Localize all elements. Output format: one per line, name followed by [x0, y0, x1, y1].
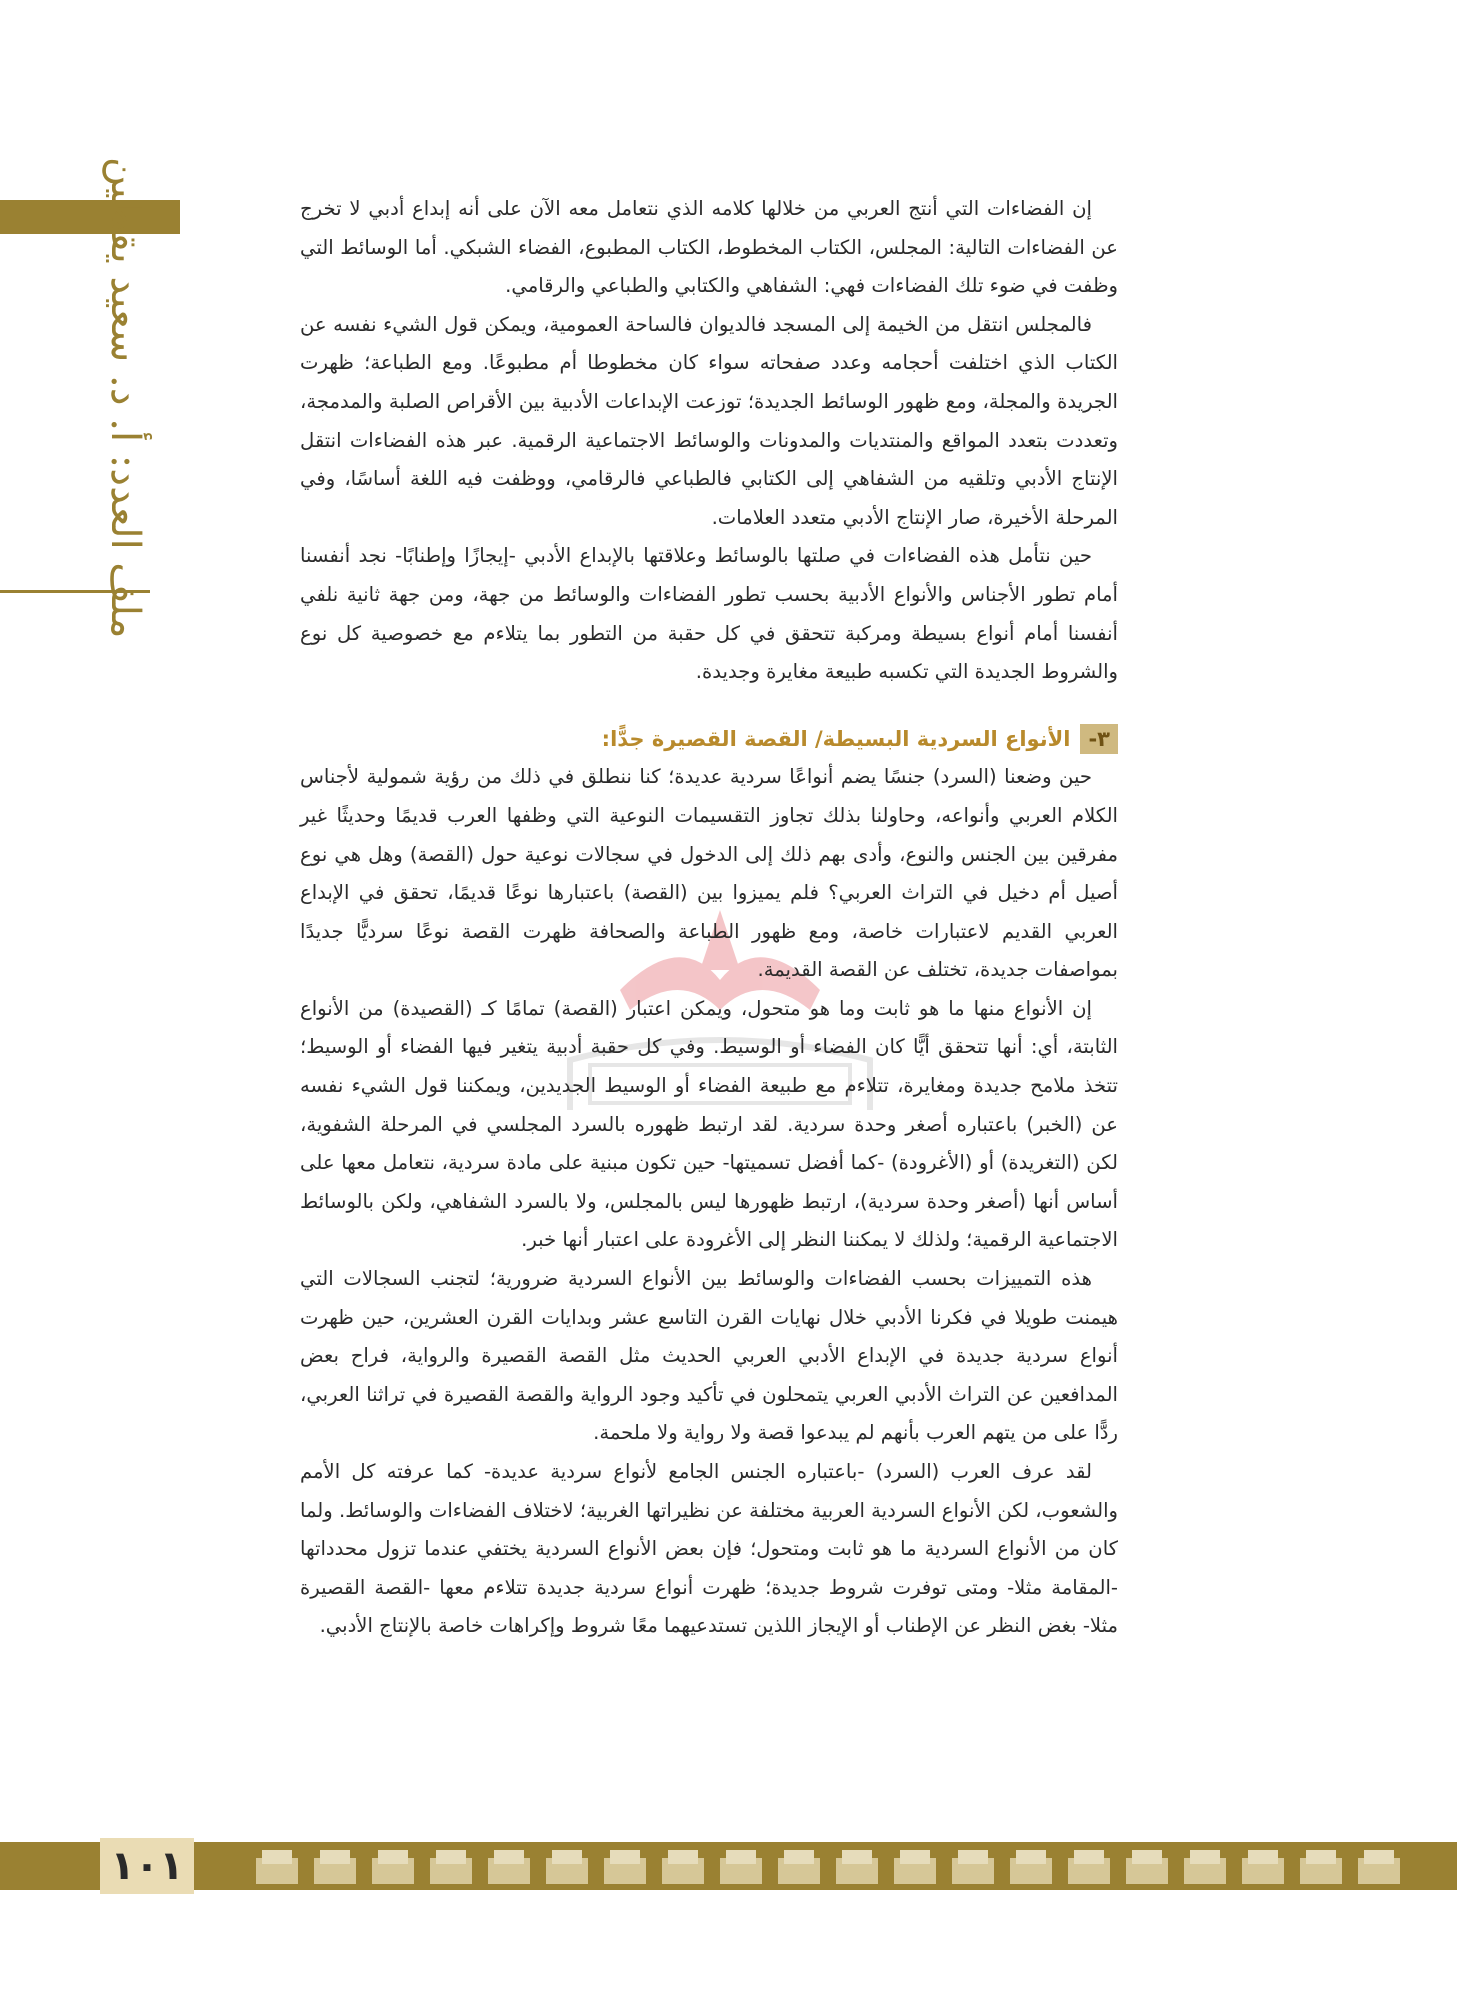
page-number-box — [100, 1838, 194, 1894]
section-number: ٣- — [1080, 724, 1118, 754]
paragraph: هذه التمييزات بحسب الفضاءات والوسائط بين الأنواع السردية ضرورية؛ لتجنب السجالات التي هيمنت طويلا في فكرنا الأدبي خلال نهايات القرن التاسع عشر وبدايات القرن العشرين، حين ظهرت أنواع سردية جديدة في الإبداع الأدبي العربي الحديث مثل القصة القصيرة والرواية، فراح بعض المدافعين عن التراث الأدبي العربي يتمحلون في تأكيد وجود الرواية والقصة القصيرة في تراثنا العربي، ردًّا على من يتهم العرب بأنهم لم يبدعوا قصة ولا رواية ولا ملحمة. — [300, 1267, 1118, 1445]
pattern-tile — [714, 1842, 768, 1890]
footer-pattern — [250, 1842, 1457, 1890]
pattern-tile — [424, 1842, 478, 1890]
pattern-tile — [1004, 1842, 1058, 1890]
issue-file-title-text: ملف العدد: أ. د. سعيد يقطين — [102, 156, 148, 639]
pattern-tile — [888, 1842, 942, 1890]
pattern-tile — [1236, 1842, 1290, 1890]
paragraph: فالمجلس انتقل من الخيمة إلى المسجد فالديوان فالساحة العمومية، ويمكن قول الشيء نفسه عن الكتاب الذي اختلفت أحجامه وعدد صفحاته سواء كان مخطوطا أم مطبوعًا. ومع الطباعة؛ ظهرت الجريدة والمجلة، ومع ظهور الوسائط الجديدة؛ توزعت الإبداعات الأدبية بين الأقراص الصلبة والمدمجة، وتعددت بتعدد المواقع والمنتديات والمدونات والوسائط الاجتماعية الرقمية. عبر هذه الفضاءات انتقل الإنتاج الأدبي وتلقيه من الشفاهي إلى الكتابي فالطباعي فالرقامي، ووظفت فيه اللغة أساسًا، وفي المرحلة الأخيرة، صار الإنتاج الأدبي متعدد العلامات. — [300, 312, 1118, 529]
pattern-tile — [946, 1842, 1000, 1890]
paragraph: لقد عرف العرب (السرد) -باعتباره الجنس الجامع لأنواع سردية عديدة- كما عرفته كل الأمم والشعوب، لكن الأنواع السردية العربية مختلفة عن نظيراتها الغربية؛ لاختلاف الفضاءات والوسائط. ولما كان من الأنواع السردية ما هو ثابت ومتحول؛ فإن بعض الأنواع السردية يختفي عندما تزول محدداتها -المقامة مثلا- ومتى توفرت شروط جديدة؛ ظهرت أنواع سردية جديدة تتلاءم معها -القصة القصيرة مثلا- بغض النظر عن الإطناب أو الإيجاز اللذين تستدعيهما معًا شروط وإكراهات خاصة بالإنتاج الأدبي. — [300, 1460, 1118, 1638]
pattern-tile — [482, 1842, 536, 1890]
section-title: الأنواع السردية البسيطة/ القصة القصيرة جدًّا: — [601, 726, 1071, 751]
page-number: ١٠١ — [110, 1843, 184, 1889]
paragraph: حين وضعنا (السرد) جنسًا يضم أنواعًا سردية عديدة؛ كنا ننطلق في ذلك من رؤية شمولية لأجناس الكلام العربي وأنواعه، وحاولنا بذلك تجاوز التقسيمات النوعية التي وظفها العرب قديمًا وحديثًا غير مفرقين بين الجنس والنوع، وأدى بهم ذلك إلى الدخول في سجالات نوعية حول (القصة) وهل هي نوع أصيل أم دخيل في التراث العربي؟ فلم يميزوا بين (القصة) باعتبارها نوعًا قديمًا، تحقق في الإبداع العربي القديم لاعتبارات خاصة، ومع ظهور الطباعة والصحافة ظهرت القصة نوعًا سرديًّا جديدًا بمواصفات جديدة، تختلف عن القصة القديمة. — [300, 765, 1118, 982]
pattern-tile — [772, 1842, 826, 1890]
pattern-tile — [1062, 1842, 1116, 1890]
pattern-tile — [250, 1842, 304, 1890]
pattern-tile — [366, 1842, 420, 1890]
pattern-tile — [1120, 1842, 1174, 1890]
pattern-tile — [308, 1842, 362, 1890]
paragraph: إن الفضاءات التي أنتج العربي من خلالها كلامه الذي نتعامل معه الآن على أنه إبداع أدبي لا تخرج عن الفضاءات التالية: المجلس، الكتاب المخطوط، الكتاب المطبوع، الفضاء الشبكي. أما الوسائط التي وظفت في ضوء تلك الفضاءات فهي: الشفاهي والكتابي والطباعي والرقامي. — [300, 197, 1118, 298]
pattern-tile — [1352, 1842, 1406, 1890]
pattern-tile — [598, 1842, 652, 1890]
pattern-tile — [830, 1842, 884, 1890]
pattern-tile — [656, 1842, 710, 1890]
article-body — [300, 190, 1118, 1646]
issue-file-title — [95, 156, 155, 639]
pattern-tile — [540, 1842, 594, 1890]
section-heading — [300, 720, 1118, 759]
paragraph: حين نتأمل هذه الفضاءات في صلتها بالوسائط وعلاقتها بالإبداع الأدبي -إيجازًا وإطنابًا- نجد أنفسنا أمام تطور الأجناس والأنواع الأدبية بحسب تطور الفضاءات والوسائط من جهة، ومن جهة ثانية نلفي أنفسنا أمام أنواع بسيطة ومركبة تتحقق في كل حقبة من التطور بما يتلاءم مع خصوصية كل نوع والشروط الجديدة التي تكسبه طبيعة مغايرة وجديدة. — [300, 544, 1118, 684]
pattern-tile — [1294, 1842, 1348, 1890]
pattern-tile — [1178, 1842, 1232, 1890]
paragraph: إن الأنواع منها ما هو ثابت وما هو متحول، ويمكن اعتبار (القصة) تمامًا كـ (القصيدة) من الأنواع الثابتة، أي: أنها تتحقق أيًّا كان الفضاء أو الوسيط. وفي كل حقبة أدبية يتغير فيها الفضاء أو الوسيط؛ تتخذ ملامح جديدة ومغايرة، تتلاءم مع طبيعة الفضاء أو الوسيط الجديدين، ويمكننا قول الشيء نفسه عن (الخبر) باعتباره أصغر وحدة سردية. لقد ارتبط ظهوره بالسرد المجلسي في المرحلة الشفوية، لكن (التغريدة) أو (الأغرودة) -كما أفضل تسميتها- حين تكون مبنية على مادة سردية، نتعامل معها على أساس أنها (أصغر وحدة سردية)، ارتبط ظهورها ليس بالمجلس، ولا بالسرد الشفاهي، ولكن بالوسائط الاجتماعية الرقمية؛ ولذلك لا يمكننا النظر إلى الأغرودة على اعتبار أنها خبر. — [300, 996, 1118, 1252]
